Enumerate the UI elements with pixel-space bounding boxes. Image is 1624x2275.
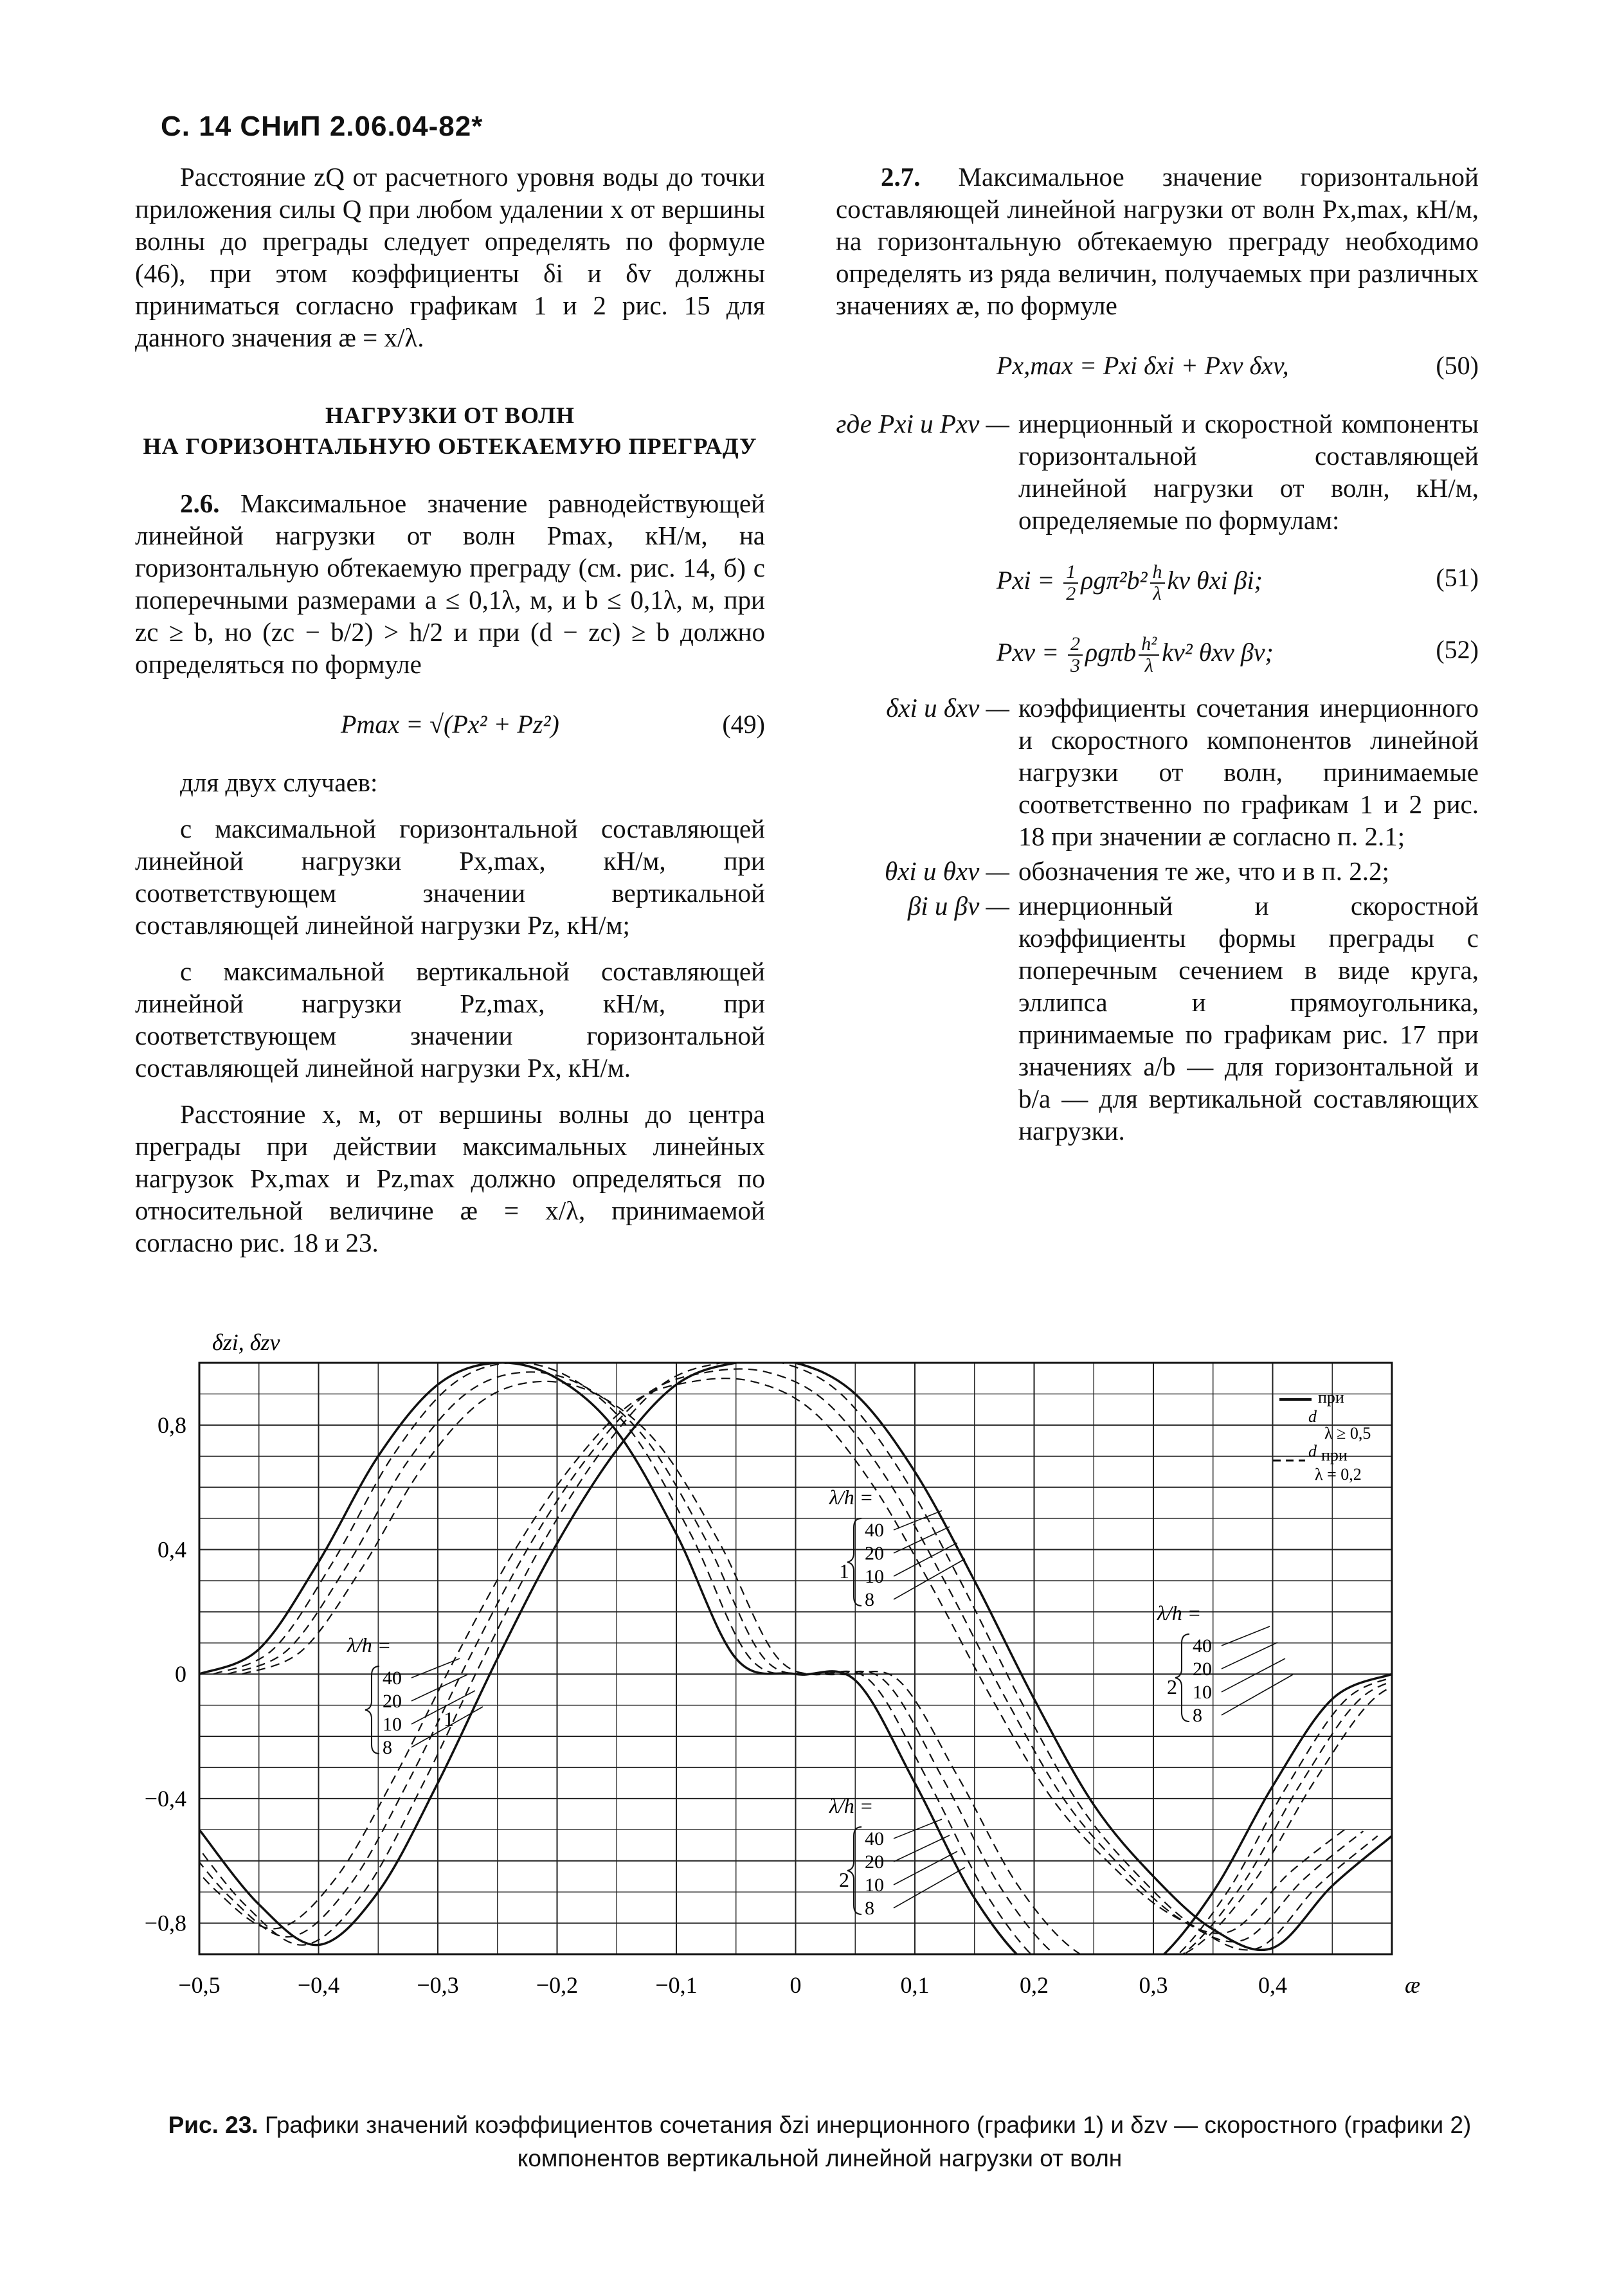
left-paragraph-3: для двух случаев:	[180, 768, 378, 797]
x-tick-label: −0,5	[178, 1972, 221, 1998]
paragraph-2-7-text: Максимальное значение горизонтальной составляющей линейной нагрузки от волн Px,max, кН/м, на горизонтальную обтекаемую преграду необходимо определять из ряда величин, получаемых при различных значениях æ, по формуле	[836, 162, 1479, 320]
lambda-h-value: 8	[865, 1589, 874, 1610]
left-paragraph-1: Расстояние zQ от расчетного уровня воды до точки приложения силы Q при любом удалении x от вершины волны до преграды следует определять по формуле (46), при этом коэффициенты δi и δv должны приниматься согласно графикам 1 и 2 рис. 15 для данного значения æ = x/λ.	[135, 162, 765, 352]
figure-caption-label: Рис. 23.	[168, 2112, 258, 2138]
definition-row-4	[836, 890, 1479, 1147]
x-tick-label: 0,3	[1139, 1972, 1168, 1998]
lambda-h-leader-line	[894, 1851, 957, 1885]
definition-term-3: θxi и θxv —	[885, 856, 1009, 886]
x-tick-label: −0,3	[417, 1972, 459, 1998]
lambda-h-label: λ/h =	[829, 1486, 874, 1509]
formula-52-rhs: kv² θxv βv;	[1162, 638, 1274, 667]
figure-23-chart	[0, 1311, 1624, 2019]
lambda-h-value: 40	[383, 1668, 402, 1689]
lambda-h-leader-line	[894, 1835, 950, 1862]
lambda-h-value: 20	[383, 1691, 402, 1712]
chart-svg	[0, 1311, 1624, 2019]
x-tick-label: −0,1	[655, 1972, 698, 1998]
left-column	[135, 161, 765, 1273]
formula-52-fraction-2	[1139, 634, 1159, 676]
formula-51-rhs: kv θxi βi;	[1167, 566, 1263, 595]
formula-51	[836, 548, 1479, 604]
definition-term-4: βi и βv —	[907, 891, 1009, 921]
formula-51-fraction-1	[1063, 562, 1078, 604]
formula-51-fraction-1-bottom: 2	[1066, 583, 1076, 604]
definition-row-1	[836, 408, 1479, 536]
lambda-h-label: λ/h =	[829, 1794, 874, 1817]
lambda-h-value: 20	[865, 1851, 884, 1873]
lambda-h-value: 40	[1193, 1635, 1212, 1657]
formula-52	[836, 620, 1479, 676]
legend-dashed-label-1: d	[1308, 1442, 1317, 1461]
x-axis-label: æ	[1405, 1972, 1421, 1998]
lambda-h-label: λ/h =	[347, 1633, 392, 1657]
lambda-h-label: λ/h =	[1157, 1601, 1202, 1624]
page-header: С. 14 СНиП 2.06.04-82*	[161, 111, 483, 142]
lambda-h-value: 8	[1193, 1705, 1202, 1726]
formula-51-fraction-1-top: 1	[1063, 562, 1078, 584]
formula-50-expression: Px,max = Pxi δxi + Pxv δxv,	[997, 351, 1289, 380]
figure-caption	[161, 2109, 1479, 2175]
brace-mark	[1175, 1634, 1189, 1722]
definition-desc-1: инерционный и скоростной компоненты горизонтальной составляющей линейной нагрузки от волн, кН/м, определяемые по формулам:	[1018, 409, 1479, 535]
lambda-h-leader-line	[411, 1675, 467, 1701]
formula-49-expression: Pmax = √(Px² + Pz²)	[341, 710, 559, 739]
legend-solid-label-1: при	[1318, 1388, 1344, 1407]
brace-mark	[365, 1666, 379, 1754]
clause-number-2-7: 2.7.	[881, 162, 921, 192]
lambda-h-value: 8	[383, 1737, 392, 1758]
left-paragraph-5: с максимальной вертикальной составляющей линейной нагрузки Pz,max, кН/м, при соответствующем значении горизонтальной составляющей линейной нагрузки Px, кН/м.	[135, 957, 765, 1083]
legend-solid-label-3: λ ≥ 0,5	[1324, 1424, 1371, 1443]
formula-51-lhs: Pxi =	[997, 566, 1061, 595]
y-tick-label: 0,8	[158, 1412, 186, 1438]
x-tick-label: 0,2	[1020, 1972, 1049, 1998]
formula-50-number: (50)	[1436, 351, 1479, 380]
lambda-h-value: 40	[865, 1828, 884, 1849]
left-paragraph-4: с максимальной горизонтальной составляющей линейной нагрузки Px,max, кН/м, при соответствующем значении вертикальной составляющей линейной нагрузки Pz, кН/м;	[135, 814, 765, 940]
formula-49-number: (49)	[722, 710, 765, 739]
lambda-h-value: 10	[865, 1875, 884, 1896]
right-column	[836, 161, 1479, 1149]
figure-caption-text: Графики значений коэффициентов сочетания δzi инерционного (графики 1) и δzv — скоростного (графики 2) компонентов вертикальной линейной нагрузки от волн	[258, 2112, 1472, 2172]
y-tick-label: −0,4	[144, 1785, 186, 1812]
formula-52-expression	[997, 634, 1274, 676]
graph-group-number: 2	[1167, 1675, 1177, 1698]
formula-52-fraction-2-bottom: λ	[1144, 655, 1153, 676]
formula-52-fraction-1-bottom: 3	[1070, 655, 1080, 676]
lambda-h-value: 10	[383, 1714, 402, 1735]
lambda-h-leader-line	[894, 1867, 965, 1908]
formula-52-lhs: Pxv =	[997, 638, 1065, 667]
y-tick-label: −0,8	[144, 1910, 186, 1936]
formula-51-fraction-2	[1150, 562, 1165, 604]
section-title-line-1: НАГРУЗКИ ОТ ВОЛН	[325, 402, 575, 428]
formula-52-fraction-1	[1068, 634, 1083, 676]
formula-51-fraction-2-bottom: λ	[1153, 583, 1162, 604]
definition-row-2	[836, 692, 1479, 852]
formula-52-number: (52)	[1436, 635, 1479, 664]
lambda-h-value: 8	[865, 1898, 874, 1919]
section-title	[135, 400, 765, 462]
formula-50	[836, 336, 1479, 392]
series-2-dashed-line	[156, 1378, 1349, 1933]
lambda-h-leader-line	[894, 1543, 957, 1576]
left-paragraph-6: Расстояние x, м, от вершины волны до центра преграды при действии максимальных линейных нагрузок Px,max и Pz,max должно определяться по относительной величине æ = x/λ, принимаемой согласно рис. 18 и 23.	[135, 1099, 765, 1257]
x-tick-label: 0,4	[1258, 1972, 1287, 1998]
clause-number-2-6: 2.6.	[180, 489, 220, 518]
lambda-h-leader-line	[894, 1819, 942, 1839]
lambda-h-value: 10	[1193, 1682, 1212, 1703]
lambda-h-leader-line	[894, 1511, 942, 1530]
legend-dashed-label-3: λ = 0,2	[1315, 1465, 1362, 1484]
lambda-h-leader-line	[1222, 1675, 1293, 1715]
legend-solid-label-2: d	[1308, 1407, 1317, 1426]
x-tick-label: 0,1	[900, 1972, 930, 1998]
formula-51-fraction-2-top: h	[1150, 562, 1165, 584]
definition-desc-3: обозначения те же, что и в п. 2.2;	[1018, 856, 1389, 886]
lambda-h-value: 20	[1193, 1659, 1212, 1680]
lambda-h-value: 10	[865, 1566, 884, 1587]
y-tick-label: 0	[175, 1661, 186, 1687]
definition-desc-4: инерционный и скоростной коэффициенты формы преграды с поперечным сечением в виде круга, эллипса и прямоугольника, принимаемые по графикам рис. 17 при значениях a/b — для горизонтальной и b/a — для вертикальной составляющих нагрузки.	[1018, 891, 1479, 1146]
graph-group-number: 1	[444, 1707, 454, 1731]
definition-term-2: δxi и δxv —	[886, 693, 1009, 723]
brace-mark	[847, 1827, 862, 1914]
lambda-h-value: 40	[865, 1520, 884, 1541]
graph-group-number: 2	[839, 1868, 849, 1891]
x-tick-label: −0,4	[297, 1972, 340, 1998]
formula-52-middle: ρgπb	[1085, 638, 1137, 667]
definitions-list	[836, 408, 1479, 536]
legend-dashed-label-2: при	[1321, 1446, 1348, 1464]
definitions-list-2	[836, 692, 1479, 1147]
paragraph-2-6	[135, 487, 765, 680]
formula-49	[135, 694, 765, 751]
paragraph-2-6-text: Максимальное значение равнодействующей линейной нагрузки от волн Pmax, кН/м, на горизонтальную обтекаемую преграду (см. рис. 14, б) с поперечными размерами a ≤ 0,1λ, м, и b ≤ 0,1λ, м, при zc ≥ b, но (zc − b/2) > h/2 и при (d − zc) ≥ b должно определяться по формуле	[135, 489, 765, 679]
x-tick-label: 0	[789, 1972, 802, 1998]
lambda-h-leader-line	[1222, 1659, 1285, 1692]
lambda-h-leader-line	[411, 1659, 460, 1678]
lambda-h-value: 20	[865, 1543, 884, 1564]
section-title-line-2: НА ГОРИЗОНТАЛЬНУЮ ОБТЕКАЕМУЮ ПРЕГРАДУ	[143, 433, 757, 459]
brace-mark	[847, 1518, 862, 1606]
y-axis-label: δzi, δzv	[212, 1329, 280, 1355]
graph-group-number: 1	[839, 1560, 849, 1583]
lambda-h-leader-line	[1222, 1642, 1277, 1669]
formula-52-fraction-1-top: 2	[1068, 634, 1083, 656]
definition-desc-2: коэффициенты сочетания инерционного и скоростного компонентов линейной нагрузки от волн, принимаемые соответственно по графикам 1 и 2 рис. 18 при значении æ согласно п. 2.1;	[1018, 693, 1479, 851]
formula-51-middle: ρgπ²b²	[1081, 566, 1148, 595]
x-tick-label: −0,2	[536, 1972, 579, 1998]
definition-row-3	[836, 855, 1479, 887]
formula-51-expression	[997, 562, 1263, 604]
paragraph-2-7	[836, 161, 1479, 321]
formula-52-fraction-2-top: h²	[1139, 634, 1159, 656]
formula-51-number: (51)	[1436, 563, 1479, 592]
y-tick-label: 0,4	[158, 1536, 186, 1563]
lambda-h-leader-line	[894, 1559, 965, 1599]
definition-term-1: где Pxi и Pxv —	[836, 409, 1009, 438]
